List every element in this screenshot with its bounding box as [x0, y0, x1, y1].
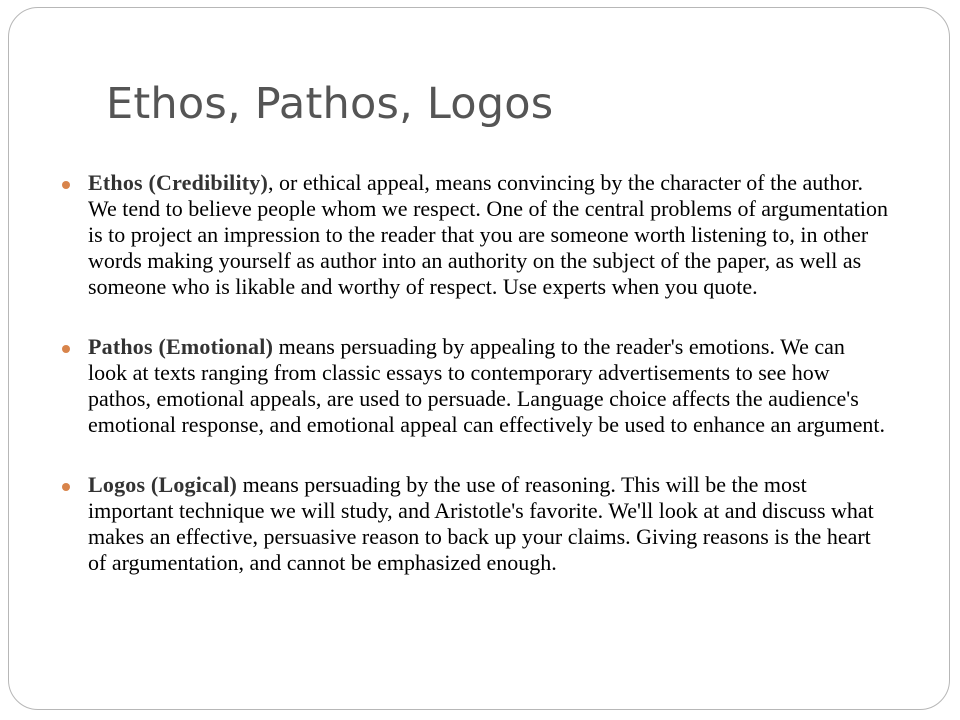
- bullet-list: [88, 170, 888, 610]
- bullet-text: means persuading by the use of reasoning. This will be the most important technique we will study, and Aristotle's favorite. We'll look at and discuss what makes an effective, persuasive reason to back up your claims. Giving reasons is the heart of argumentation, and cannot be emphasized enough.: [88, 472, 874, 575]
- bullet-item-pathos: [88, 334, 888, 438]
- bullet-item-logos: [88, 472, 888, 576]
- bullet-term: Ethos (Credibility): [88, 170, 269, 195]
- bullet-dot-icon: [62, 181, 70, 189]
- bullet-term: Logos (Logical): [88, 472, 238, 497]
- bullet-text: means persuading by appealing to the reader's emotions. We can look at texts ranging from classic essays to contemporary advertisements to see how pathos, emotional appeals, are used to persuade. Language choice affects the audience's emotional response, and emotional appeal can effectively be used to enhance an argument.: [88, 334, 885, 437]
- bullet-dot-icon: [62, 345, 70, 353]
- bullet-term: Pathos (Emotional): [88, 334, 274, 359]
- bullet-text: , or ethical appeal, means convincing by the character of the author. We tend to believe people whom we respect. One of the central problems of argumentation is to project an impression to the reader that you are someone worth listening to, in other words making yourself as author into an authority on the subject of the paper, as well as someone who is likable and worthy of respect. Use experts when you quote.: [88, 170, 888, 299]
- slide-title: Ethos, Pathos, Logos: [106, 79, 554, 129]
- bullet-dot-icon: [62, 483, 70, 491]
- bullet-item-ethos: [88, 170, 888, 300]
